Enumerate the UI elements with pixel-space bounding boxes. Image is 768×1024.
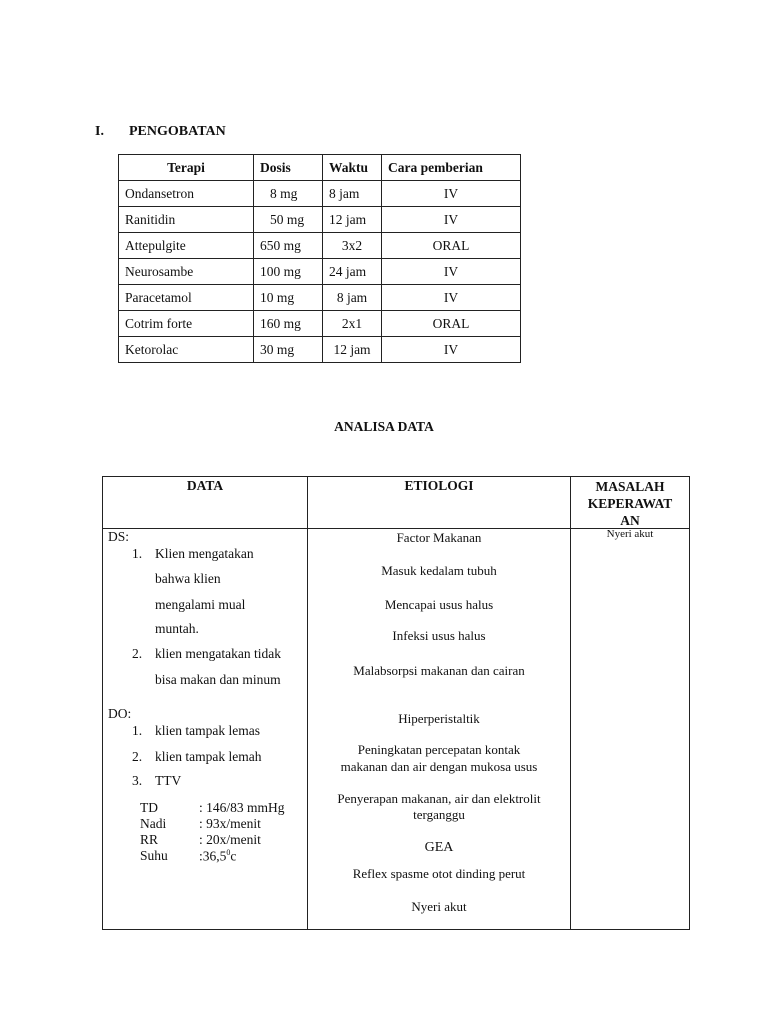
vital-label: Suhu [140,848,168,863]
table-row [119,259,521,285]
etiologi-line: Penyerapan makanan, air dan elektrolit [337,791,541,806]
degree-mark: 0 [226,848,231,857]
list-number: 2. [132,646,143,661]
column-header: Terapi [119,155,254,181]
vital-value: : 20x/menit [199,832,261,847]
table-cell: 3x2 [323,233,382,259]
table-cell: 8 mg [254,181,323,207]
masalah-value: Nyeri akut [606,528,654,540]
list-number: 3. [132,773,143,788]
table-cell: Ketorolac [119,337,254,363]
column-header: Cara pemberian [382,155,521,181]
table-cell: IV [382,181,521,207]
column-header: Waktu [323,155,382,181]
vital-label: RR [140,832,159,847]
table-row [119,285,521,311]
section-number: I. [95,124,104,139]
masalah-header-line: KEPERAWAT [587,496,673,511]
vital-label: Nadi [140,816,167,831]
temperature-value: :36,5 [199,848,227,864]
masalah-header-line: MASALAH [595,479,665,494]
table-cell: 12 jam [323,207,382,233]
etiologi-line: Malabsorpsi makanan dan cairan [353,663,525,678]
table-cell: 30 mg [254,337,323,363]
table-row [119,233,521,259]
table-header-row [119,155,521,181]
masalah-header-line: AN [620,513,640,528]
list-item-line: klien mengatakan tidak [155,646,281,661]
table-row [119,181,521,207]
table-cell: 650 mg [254,233,323,259]
table-cell: 24 jam [323,259,382,285]
table-cell: Ranitidin [119,207,254,233]
column-header: Dosis [254,155,323,181]
etiologi-line: terganggu [413,807,465,822]
analisa-title: ANALISA DATA [334,419,434,434]
table-row [119,207,521,233]
table-cell: 2x1 [323,311,382,337]
table-cell: 8 jam [323,285,382,311]
list-item: klien tampak lemah [155,749,262,764]
medication-table [118,154,521,363]
etiologi-line: Masuk kedalam tubuh [381,563,497,578]
table-cell: IV [382,337,521,363]
etiologi-line: GEA [424,840,454,855]
table-cell: IV [382,259,521,285]
ds-label: DS: [108,529,130,544]
table-cell: 50 mg [254,207,323,233]
list-item-line: muntah. [155,621,199,636]
do-label: DO: [108,706,132,721]
temperature-unit: c [230,848,237,864]
column-divider [570,477,571,929]
etiologi-line: makanan dan air dengan mukosa usus [340,759,538,774]
table-cell: 8 jam [323,181,382,207]
list-item: klien tampak lemas [155,723,260,738]
list-item-line: bahwa klien [155,571,221,586]
vital-value: : 146/83 mmHg [199,800,285,815]
etiologi-line: Reflex spasme otot dinding perut [352,866,526,881]
list-number: 1. [132,546,143,561]
list-item-line: Klien mengatakan [155,546,254,561]
etiologi-line: Nyeri akut [411,899,467,914]
table-cell: ORAL [382,233,521,259]
table-cell: 10 mg [254,285,323,311]
list-item-line: bisa makan dan minum [155,672,281,687]
table-cell: Cotrim forte [119,311,254,337]
masalah-column-header [570,478,690,529]
table-cell: ORAL [382,311,521,337]
table-cell: Attepulgite [119,233,254,259]
list-item-line: mengalami mual [155,597,246,612]
etiologi-line: Hiperperistaltik [398,711,480,726]
vital-value-temperature [199,848,236,865]
etiologi-column-header: ETIOLOGI [404,478,474,493]
table-cell: 12 jam [323,337,382,363]
section-heading [95,124,226,140]
table-row [119,311,521,337]
etiologi-line: Factor Makanan [396,530,482,545]
etiologi-line: Mencapai usus halus [384,597,494,612]
etiologi-line: Peningkatan percepatan kontak [357,742,521,757]
table-cell: Paracetamol [119,285,254,311]
section-title: PENGOBATAN [129,124,226,139]
data-column-header: DATA [186,478,224,493]
table-cell: Neurosambe [119,259,254,285]
table-cell: 100 mg [254,259,323,285]
etiologi-line: Infeksi usus halus [392,628,486,643]
table-cell: IV [382,207,521,233]
list-item: TTV [155,773,182,788]
list-number: 1. [132,723,143,738]
table-cell: 160 mg [254,311,323,337]
list-number: 2. [132,749,143,764]
vital-label: TD [140,800,158,815]
table-cell: IV [382,285,521,311]
table-cell: Ondansetron [119,181,254,207]
vital-value: : 93x/menit [199,816,261,831]
table-row [119,337,521,363]
